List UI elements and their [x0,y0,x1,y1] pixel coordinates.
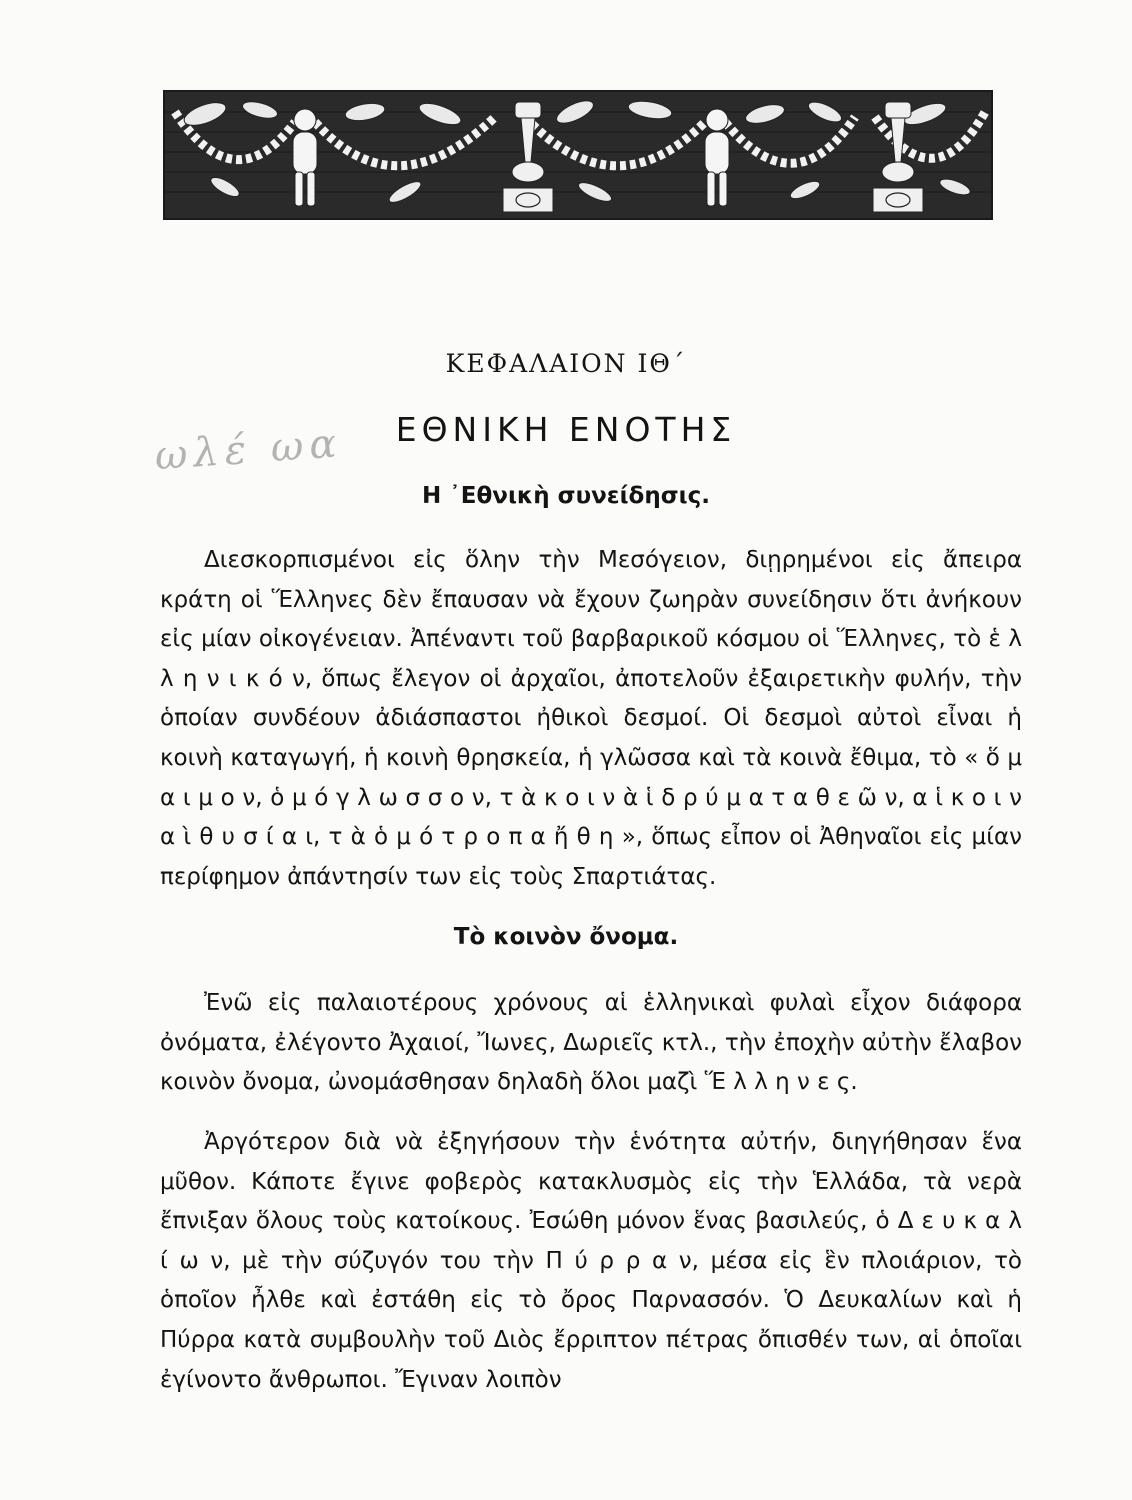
section-heading: Τὸ κοινὸν ὄνομα. [453,924,679,950]
pencil-margin-note: ωλέ ωα [153,420,344,480]
body-paragraph: Διεσκορπισμένοι εἰς ὅλην τὴν Μεσόγειον, διῃρημένοι εἰς ἄπειρα κράτη οἱ Ἕλληνες δὲν ἔπαυσαν νὰ ἔχουν ζωηρὰν συνείδησιν ὅτι ἀνήκουν εἰς μίαν οἰκογένειαν. Ἀπέναντι τοῦ βαρβαρικοῦ κόσμου οἱ Ἕλληνες, τὸ ἑ λ λ η ν ι κ ό ν, ὅπως ἔλεγον οἱ ἀρχαῖοι, ἀποτελοῦν ἐξαιρετικὴν φυλήν, τὴν ὁποίαν συνδέουν ἀδιάσπαστοι ἠθικοὶ δεσμοί. Οἱ δεσμοὶ αὐτοὶ εἶναι ἡ κοινὴ καταγωγή, ἡ κοινὴ θρησκεία, ἡ γλῶσσα καὶ τὰ κοινὰ ἔθιμα, τὸ « ὅ μ α ι μ ο ν, ὁ μ ό γ λ ω σ σ ο ν, τ ὰ κ ο ι ν ὰ ἱ δ ρ ύ μ α τ α θ ε ῶ ν, α ἱ κ ο ι ν α ὶ θ υ σ ί α ι, τ ὰ ὁ μ ό τ ρ ο π α ἤ θ η », ὅπως εἶπον οἱ Ἀθηναῖοι εἰς μίαν περίφημον ἀπάντησίν των εἰς τοὺς Σπαρτιάτας. [160,547,1022,890]
ornamental-frieze-image [163,90,993,220]
chapter-label: ΚΕΦΑΛΑΙΟΝ ΙΘ΄ [445,349,687,378]
body-paragraph: Ἀργότερον διὰ νὰ ἐξηγήσουν τὴν ἑνότητα αὐτήν, διηγήθησαν ἕνα μῦθον. Κάποτε ἔγινε φοβερὸς κατακλυσμὸς εἰς τὴν Ἑλλάδα, τὰ νερὰ ἔπνιξαν ὅλους τοὺς κατοίκους. Ἐσώθη μόνον ἕνας βασιλεύς, ὁ Δ ε υ κ α λ ί ω ν, μὲ τὴν σύζυγόν του τὴν Π ύ ρ ρ α ν, μέσα εἰς ἓν πλοιάριον, τὸ ὁποῖον ἦλθε καὶ ἐστάθη εἰς τὸ ὄρος Παρνασσόν. Ὁ Δευκαλίων καὶ ἡ Πύρρα κατὰ συμβουλὴν τοῦ Διὸς ἔρριπτον πέτρας ὄπισθέν των, αἱ ὁποῖαι ἐγίνοντο ἄνθρωποι. Ἔγιναν λοιπὸν [160,1129,1022,1393]
chapter-title: ΕΘΝΙΚΗ ΕΝΟΤΗΣ [395,410,737,449]
section-heading: Η ᾿Εθνικὴ συνείδησις. [422,483,710,509]
body-paragraph: Ἐνῶ εἰς παλαιοτέρους χρόνους αἱ ἑλληνικαὶ φυλαὶ εἶχον διάφορα ὀνόματα, ἐλέγοντο Ἀχαιοί, Ἴωνες, Δωριεῖς κτλ., τὴν ἐποχὴν αὐτὴν ἔλαβον κοινὸν ὄνομα, ὠνομάσθησαν δηλαδὴ ὅλοι μαζὶ Ἕ λ λ η ν ε ς. [160,990,1022,1096]
